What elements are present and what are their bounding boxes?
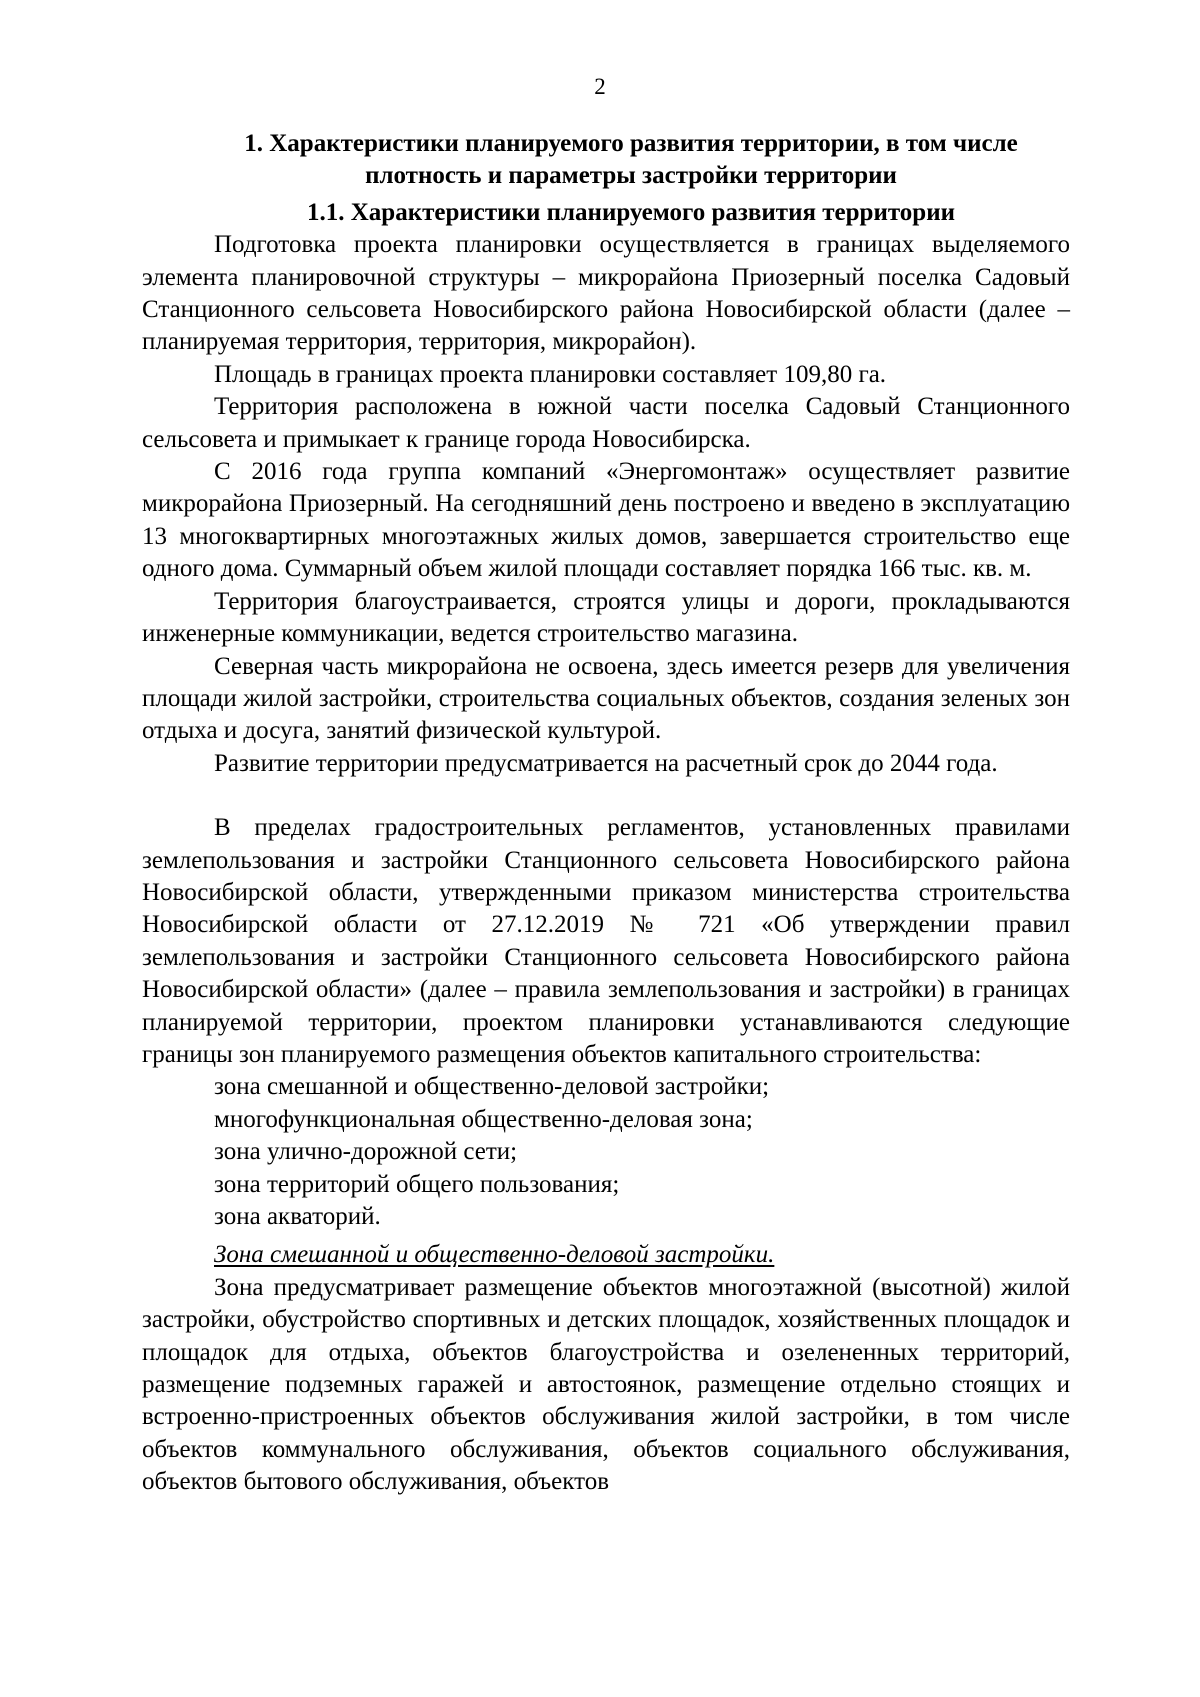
paragraph-zone-description: Зона предусматривает размещение объектов многоэтажной (высотной) жилой застройки, обустройство спортивных и детских площадок, хозяйственных площадок и площадок для отдыха, объектов благоустройства и озелененных территорий, размещение подземных гаражей и автостоянок, размещение отдельно стоящих и встроенно-пристроенных объектов обслуживания жилой застройки, в том числе объектов коммунального обслуживания, объектов социального обслуживания, объектов бытового обслуживания, объектов	[142, 1273, 1070, 1496]
section-heading	[142, 128, 1070, 193]
section-heading-line-1: 1. Характеристики планируемого развития территории, в том числе	[244, 130, 1018, 157]
zone-list-item: многофункциональная общественно-деловая зона;	[214, 1105, 753, 1133]
zone-list	[142, 1071, 1070, 1233]
zone-list-item: зона улично-дорожной сети;	[214, 1138, 518, 1166]
page-number: 2	[594, 74, 606, 99]
paragraph-regulations: В пределах градостроительных регламентов, установленных правилами землепользования и застройки Станционного сельсовета Новосибирского района Новосибирской области, утвержденными приказом министерства строительства Новосибирской области от 27.12.2019 № 721 «Об утверждении правил землепользования и застройки Станционного сельсовета Новосибирского района Новосибирской области» (далее – правила землепользования и застройки) в границах планируемой территории, проектом планировки устанавливаются следующие границы зон планируемого размещения объектов капитального строительства:	[142, 814, 1070, 1068]
paragraph-intro-6: Северная часть микрорайона не освоена, здесь имеется резерв для увеличения площади жилой застройки, строительства социальных объектов, создания зеленых зон отдыха и досуга, занятий физической культурой.	[142, 652, 1070, 745]
section-heading-line-2: плотность и параметры застройки территории	[365, 162, 897, 190]
paragraph-intro-2: Площадь в границах проекта планировки составляет 109,80 га.	[214, 360, 887, 388]
subsection-heading: 1.1. Характеристики планируемого развития территории	[306, 198, 956, 226]
zone-list-item: зона смешанной и общественно-деловой застройки;	[214, 1073, 770, 1101]
zone-subheading: Зона смешанной и общественно-деловой застройки.	[214, 1241, 775, 1269]
paragraph-intro-4: С 2016 года группа компаний «Энергомонтаж» осуществляет развитие микрорайона Приозерный. На сегодняшний день построено и введено в эксплуатацию 13 многоквартирных многоэтажных жилых домов, завершается строительство еще одного дома. Суммарный объем жилой площади составляет порядка 166 тыс. кв. м.	[142, 458, 1070, 583]
zone-list-item: зона территорий общего пользования;	[214, 1170, 620, 1198]
paragraph-intro-7: Развитие территории предусматривается на расчетный срок до 2044 года.	[214, 749, 998, 777]
document-body	[142, 128, 1070, 1499]
paragraph-spacer	[142, 780, 1070, 812]
paragraph-intro-3: Территория расположена в южной части поселка Садовый Станционного сельсовета и примыкает к границе города Новосибирска.	[142, 393, 1070, 453]
paragraph-intro-5: Территория благоустраивается, строятся улицы и дороги, прокладываются инженерные коммуникации, ведется строительство магазина.	[142, 587, 1070, 648]
paragraph-intro-1: Подготовка проекта планировки осуществляется в границах выделяемого элемента планировочной структуры – микрорайона Приозерный поселка Садовый Станционного сельсовета Новосибирского района Новосибирской области (далее – планируемая территория, территория, микрорайон).	[142, 231, 1070, 356]
zone-list-item: зона акваторий.	[214, 1203, 381, 1230]
